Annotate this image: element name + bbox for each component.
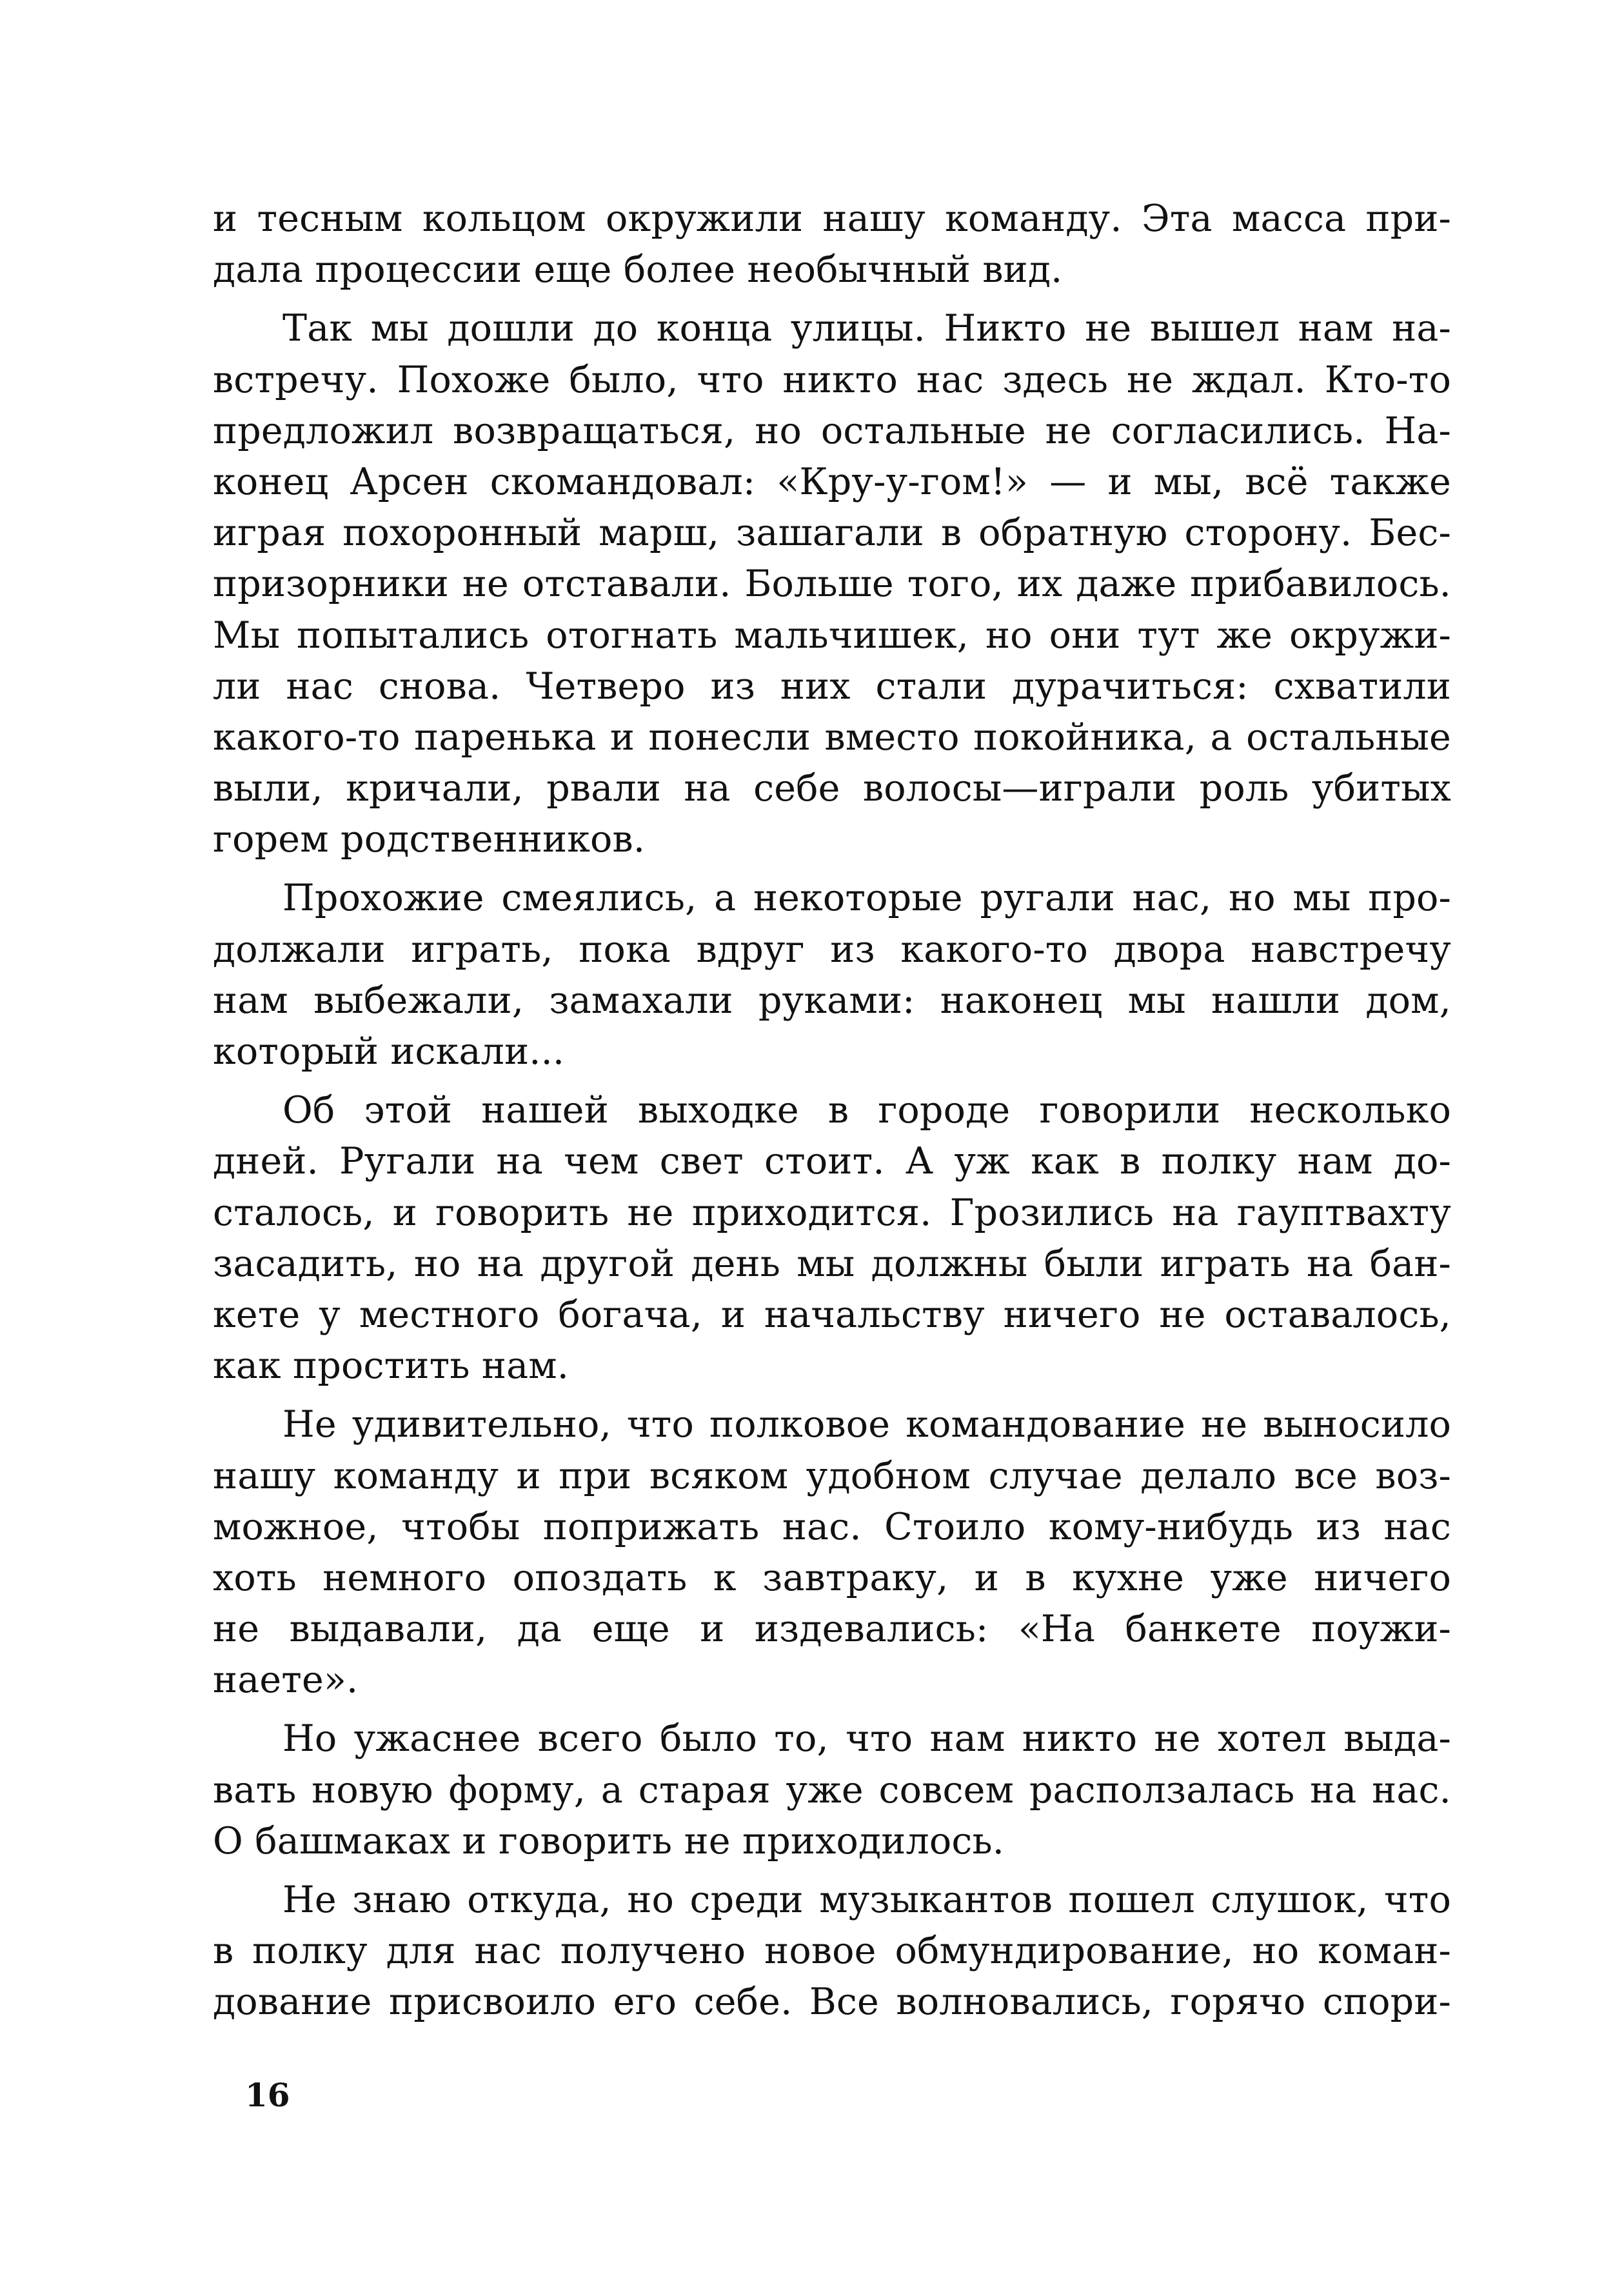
text-line: кете у местного богача, и начальству ничего не оставалось, [213, 1293, 1451, 1336]
text-line: дала процессии еще более необычный вид. [213, 248, 1063, 292]
text-line: вать новую форму, а старая уже совсем расползалась на нас. [213, 1768, 1451, 1812]
text-line: какого-то паренька и понесли вместо покойника, а остальные [213, 715, 1451, 759]
paragraph [213, 1875, 1451, 2028]
text-line: конец Арсен скомандовал: «Кру-у-гом!» — и мы, всё также [213, 460, 1451, 503]
text-line: предложил возвращаться, но остальные не согласились. На- [213, 409, 1451, 452]
text-line: наете». [213, 1659, 359, 1702]
text-line: Так мы дошли до конца улицы. Никто не вышел нам на- [282, 307, 1451, 350]
text-line: должали играть, пока вдруг из какого-то двора навстречу [213, 928, 1451, 971]
text-line: Не удивительно, что полковое командование не выносило [282, 1403, 1451, 1446]
text-line: сталось, и говорить не приходится. Грозились на гауптвахту [213, 1191, 1451, 1234]
paragraph [213, 1399, 1451, 1706]
text-line: ли нас снова. Четверо из них стали дурачиться: схватили [213, 664, 1451, 708]
text-line: Мы попытались отогнать мальчишек, но они тут же окружи- [213, 614, 1451, 657]
text-line: в полку для нас получено новое обмундирование, но коман- [213, 1930, 1451, 1973]
paragraph [213, 303, 1451, 865]
text-line: дование присвоило его себе. Все волновались, горячо спори- [213, 1981, 1451, 2024]
paragraph [213, 873, 1451, 1077]
text-line: встречу. Похоже было, что никто нас здесь не ждал. Кто-то [213, 358, 1451, 401]
paragraph [213, 1713, 1451, 1867]
text-line: можное, чтобы поприжать нас. Стоило кому-нибудь из нас [213, 1505, 1451, 1548]
text-line: нашу команду и при всяком удобном случае делало все воз- [213, 1454, 1451, 1497]
page-number: 16 [245, 2076, 290, 2114]
text-line: не выдавали, да еще и издевались: «На банкете поужи- [213, 1608, 1451, 1651]
page-body [213, 194, 1451, 2129]
text-line: Прохожие смеялись, а некоторые ругали нас, но мы про- [282, 877, 1451, 920]
text-line: призорники не отставали. Больше того, их даже прибавилось. [213, 563, 1451, 606]
text-line: играя похоронный марш, зашагали в обратную сторону. Бес- [213, 512, 1451, 555]
text-line: засадить, но на другой день мы должны были играть на бан- [213, 1242, 1451, 1285]
text-line: Об этой нашей выходке в городе говорили несколько [282, 1089, 1451, 1132]
text-line: который искали... [213, 1030, 565, 1073]
text-line: О башмаках и говорить не приходилось. [213, 1819, 1005, 1862]
text-line: и тесным кольцом окружили нашу команду. Эта масса при- [213, 197, 1451, 240]
text-line: дней. Ругали на чем свет стоит. А уж как в полку нам до- [213, 1140, 1451, 1183]
paragraph [213, 1085, 1451, 1392]
text-line: Не знаю откуда, но среди музыкантов пошел слушок, что [282, 1879, 1451, 1921]
text-line: Но ужаснее всего было то, что нам никто не хотел выда- [282, 1717, 1451, 1761]
text-line: как простить нам. [213, 1344, 569, 1388]
text-line: выли, кричали, рвали на себе волосы—играли роль убитых [213, 767, 1451, 810]
paragraph [213, 194, 1451, 295]
text-line: хоть немного опоздать к завтраку, и в кухне уже ничего [213, 1556, 1451, 1599]
text-line: нам выбежали, замахали руками: наконец мы нашли дом, [213, 979, 1451, 1022]
text-line: горем родственников. [213, 818, 646, 861]
